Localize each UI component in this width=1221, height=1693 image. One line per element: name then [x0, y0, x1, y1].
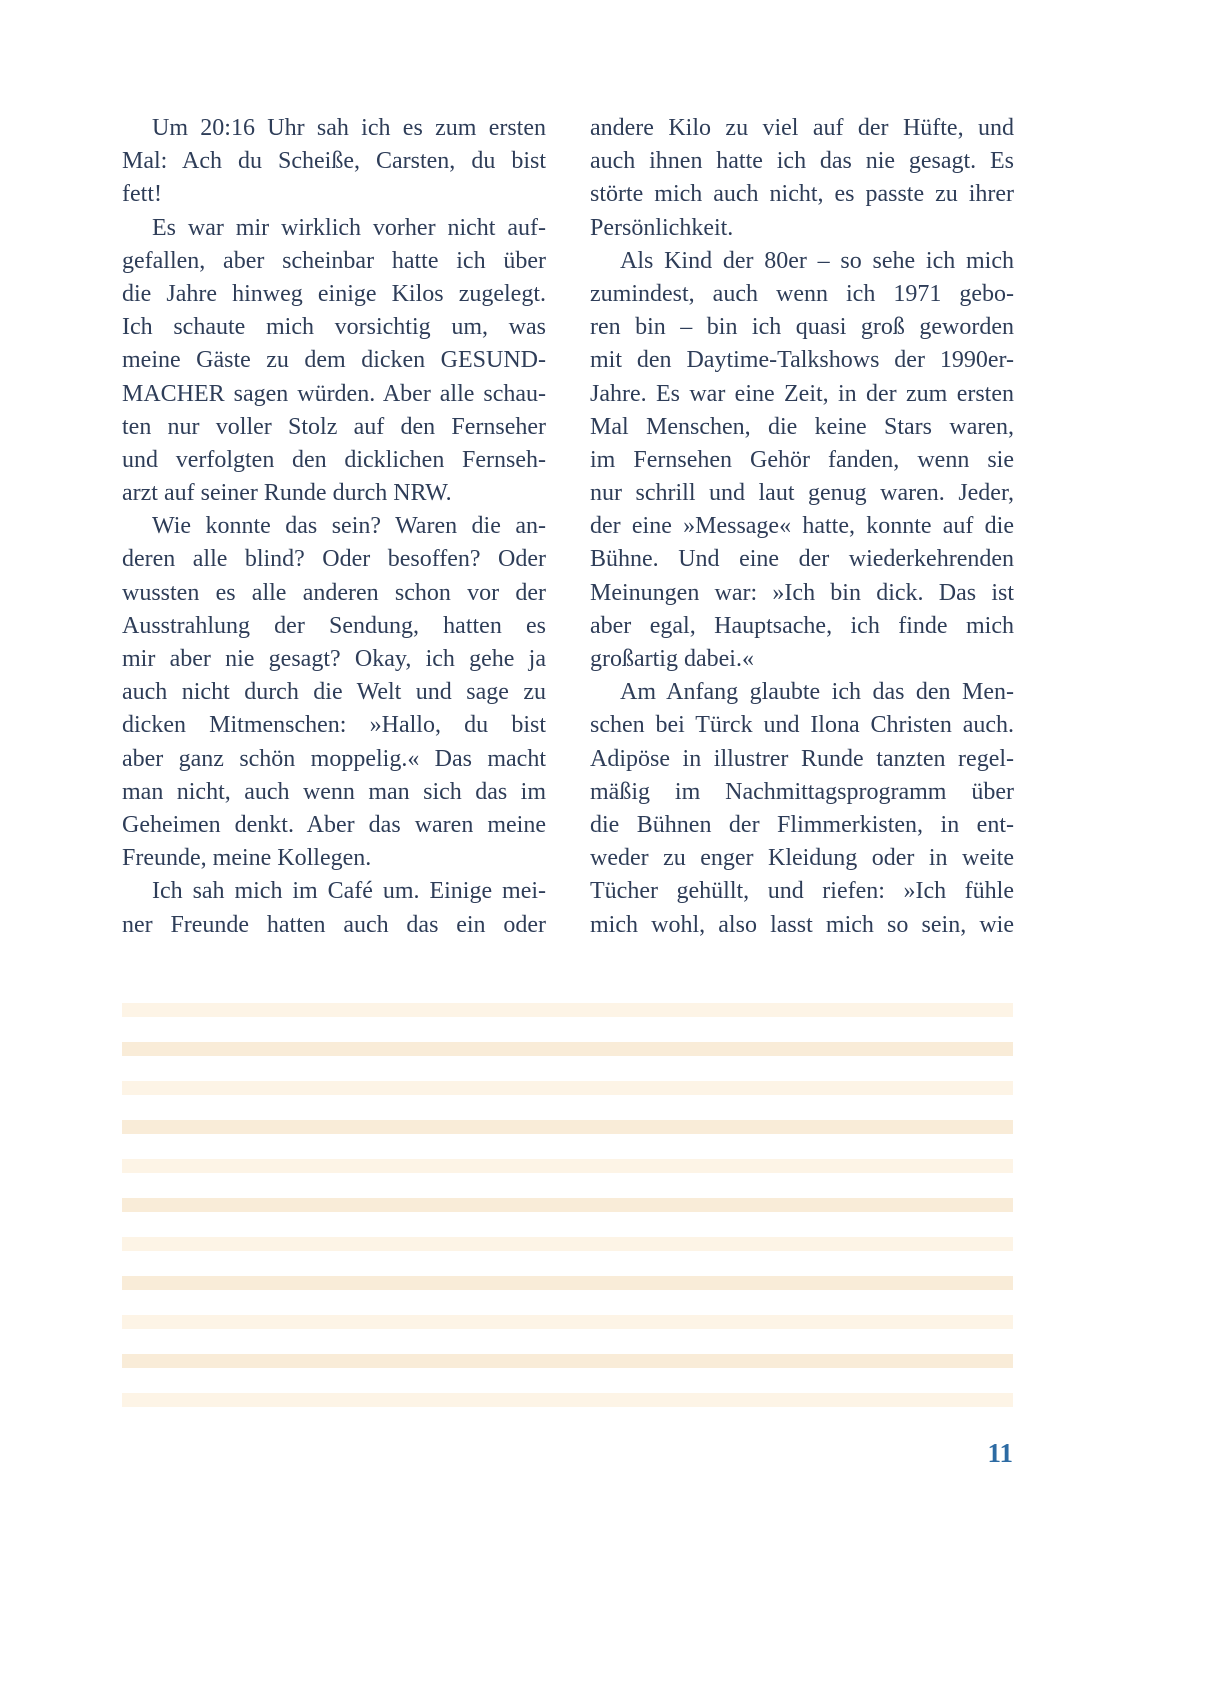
text-line: deren alle blind? Oder besoffen? Oder	[122, 546, 546, 573]
text-line: weder zu enger Kleidung oder in weite	[590, 845, 1014, 872]
decor-stripe	[122, 1315, 1013, 1329]
text-line: Als Kind der 80er – so sehe ich mich	[620, 247, 1014, 274]
text-line: Es war mir wirklich vorher nicht auf-	[152, 214, 546, 241]
text-line: mäßig im Nachmittagsprogramm über	[590, 778, 1014, 805]
text-line: ren bin – bin ich quasi groß geworden	[590, 314, 1014, 341]
text-line: schen bei Türck und Ilona Christen auch.	[590, 712, 1014, 739]
text-line: die Jahre hinweg einige Kilos zugelegt.	[122, 280, 546, 307]
column-right	[590, 112, 1014, 942]
decor-stripe	[122, 1276, 1013, 1290]
column-left	[122, 112, 546, 942]
text-line: meine Gäste zu dem dicken GESUND-	[122, 347, 546, 374]
text-line: Ich schaute mich vorsichtig um, was	[122, 314, 546, 341]
decor-stripe	[122, 1081, 1013, 1095]
text-line: Adipöse in illustrer Runde tanzten regel-	[590, 745, 1014, 772]
text-line: arzt auf seiner Runde durch NRW.	[122, 480, 452, 507]
text-line: aber egal, Hauptsache, ich finde mich	[590, 612, 1014, 639]
text-line: Meinungen war: »Ich bin dick. Das ist	[590, 579, 1014, 606]
text-line: Mal: Ach du Scheiße, Carsten, du bist	[122, 148, 546, 175]
text-line: Freunde, meine Kollegen.	[122, 845, 372, 872]
text-line: Jahre. Es war eine Zeit, in der zum ersten	[590, 380, 1014, 407]
decor-stripes	[122, 1003, 1013, 1432]
decor-stripe	[122, 1198, 1013, 1212]
text-line: ner Freunde hatten auch das ein oder	[122, 911, 546, 938]
text-line: Ausstrahlung der Sendung, hatten es	[122, 612, 546, 639]
text-line: im Fernsehen Gehör fanden, wenn sie	[590, 446, 1014, 473]
text-line: aber ganz schön moppelig.« Das macht	[122, 745, 546, 772]
decor-stripe	[122, 1159, 1013, 1173]
text-line: Mal Menschen, die keine Stars waren,	[590, 413, 1014, 440]
text-line: zumindest, auch wenn ich 1971 gebo-	[590, 280, 1014, 307]
text-line: auch ihnen hatte ich das nie gesagt. Es	[590, 148, 1014, 175]
text-line: Um 20:16 Uhr sah ich es zum ersten	[152, 115, 546, 141]
text-line: mit den Daytime-Talkshows der 1990er-	[590, 347, 1014, 374]
text-line: Ich sah mich im Café um. Einige mei-	[152, 878, 546, 905]
text-line: MACHER sagen würden. Aber alle schau-	[122, 380, 546, 407]
text-line: Bühne. Und eine der wiederkehrenden	[590, 546, 1014, 573]
text-line: Persönlichkeit.	[590, 214, 734, 241]
text-line: ten nur voller Stolz auf den Fernseher	[122, 413, 546, 440]
text-line: gefallen, aber scheinbar hatte ich über	[122, 247, 546, 274]
text-line: fett!	[122, 181, 162, 208]
text-line: die Bühnen der Flimmerkisten, in ent-	[590, 811, 1014, 838]
text-line: Tücher gehüllt, und riefen: »Ich fühle	[590, 878, 1014, 905]
decor-stripe	[122, 1042, 1013, 1056]
text-line: der eine »Message« hatte, konnte auf die	[590, 513, 1014, 540]
text-line: Geheimen denkt. Aber das waren meine	[122, 811, 546, 838]
text-line: mir aber nie gesagt? Okay, ich gehe ja	[122, 646, 546, 672]
text-columns	[122, 112, 1014, 942]
text-line: Am Anfang glaubte ich das den Men-	[620, 679, 1014, 706]
text-line: nur schrill und laut genug waren. Jeder,	[590, 480, 1014, 507]
text-line: andere Kilo zu viel auf der Hüfte, und	[590, 115, 1014, 141]
decor-stripe	[122, 1393, 1013, 1407]
decor-stripe	[122, 1237, 1013, 1251]
page-number: 11	[987, 1438, 1013, 1468]
text-line: dicken Mitmenschen: »Hallo, du bist	[122, 712, 546, 739]
text-line: großartig dabei.«	[590, 646, 754, 672]
text-line: störte mich auch nicht, es passte zu ihrer	[590, 181, 1014, 208]
text-line: mich wohl, also lasst mich so sein, wie	[590, 911, 1014, 938]
decor-stripe	[122, 1120, 1013, 1134]
decor-stripe	[122, 1003, 1013, 1017]
decor-stripe	[122, 1354, 1013, 1368]
text-line: auch nicht durch die Welt und sage zu	[122, 679, 546, 706]
text-line: wussten es alle anderen schon vor der	[122, 579, 546, 606]
text-line: man nicht, auch wenn man sich das im	[122, 778, 546, 805]
text-line: Wie konnte das sein? Waren die an-	[152, 513, 546, 540]
text-line: und verfolgten den dicklichen Fernseh-	[122, 446, 546, 473]
